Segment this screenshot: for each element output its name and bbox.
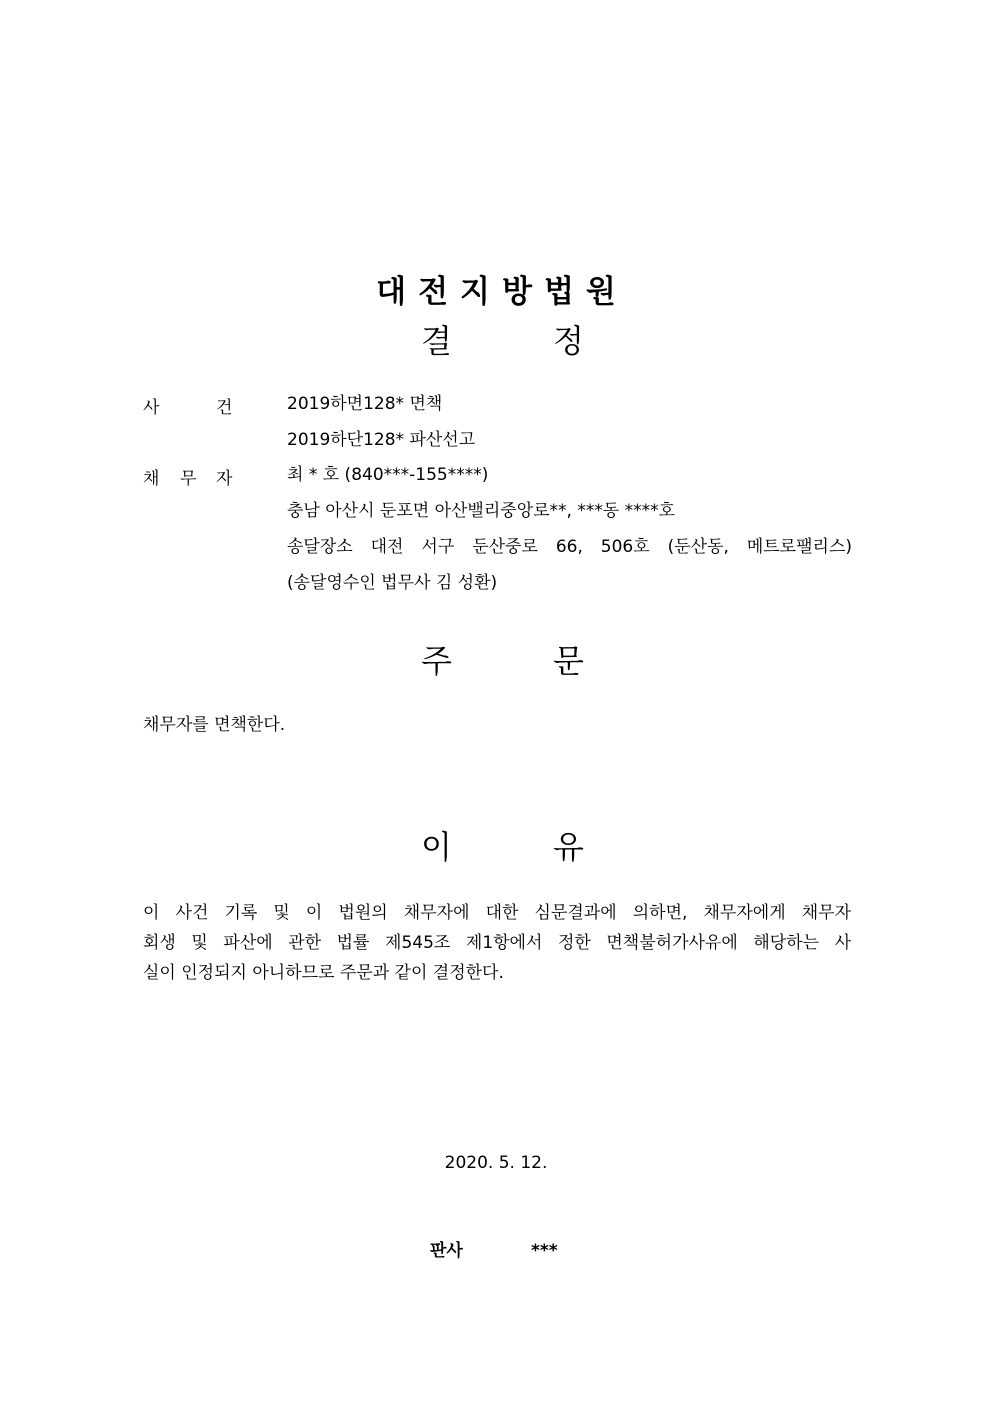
title-char-1: 결 [421,322,452,360]
decision-date: 2020. 5. 12. [444,1153,548,1173]
title-char-2: 정 [553,322,584,360]
reason-heading-char-1: 이 [421,828,452,866]
debtor-label-char-3: 자 [216,469,233,489]
reason-line: 회생 및 파산에 관한 법률 제545조 제1항에서 정한 면책불허가사유에 해당하는 사 [143,933,851,953]
debtor-address: 충남 아산시 둔포면 아산밸리중앙로**, ***동 ****호 [287,501,676,521]
judge-title: 판사 [430,1241,463,1261]
case-label-char-2: 건 [216,398,233,418]
debtor-label-char-1: 채 [143,469,160,489]
debtor-label-char-2: 무 [180,469,197,489]
reason-line: 실이 인정되지 아니하므로 주문과 같이 결정한다. [143,963,504,983]
debtor-name: 최 * 호 (840***-155****) [287,465,489,485]
reason-heading-char-2: 유 [553,828,584,866]
judge-name: *** [531,1241,558,1261]
order-heading-char-1: 주 [421,642,452,680]
debtor-delivery-receiver: (송달영수인 법무사 김 성환) [287,573,498,593]
court-name: 대전지방법원 [376,274,628,310]
debtor-delivery-address: 송달장소 대전 서구 둔산중로 66, 506호 (둔산동, 메트로팰리스) [287,537,852,557]
reason-line: 이 사건 기록 및 이 법원의 채무자에 대한 심문결과에 의하면, 채무자에게 채무자 [143,903,851,923]
order-text: 채무자를 면책한다. [143,715,286,735]
reason-text [143,898,851,988]
case-number-bankruptcy: 2019하단128* 파산선고 [287,430,476,450]
case-number-exemption: 2019하면128* 면책 [287,394,443,414]
case-label-char-1: 사 [143,398,160,418]
order-heading-char-2: 문 [553,642,584,680]
